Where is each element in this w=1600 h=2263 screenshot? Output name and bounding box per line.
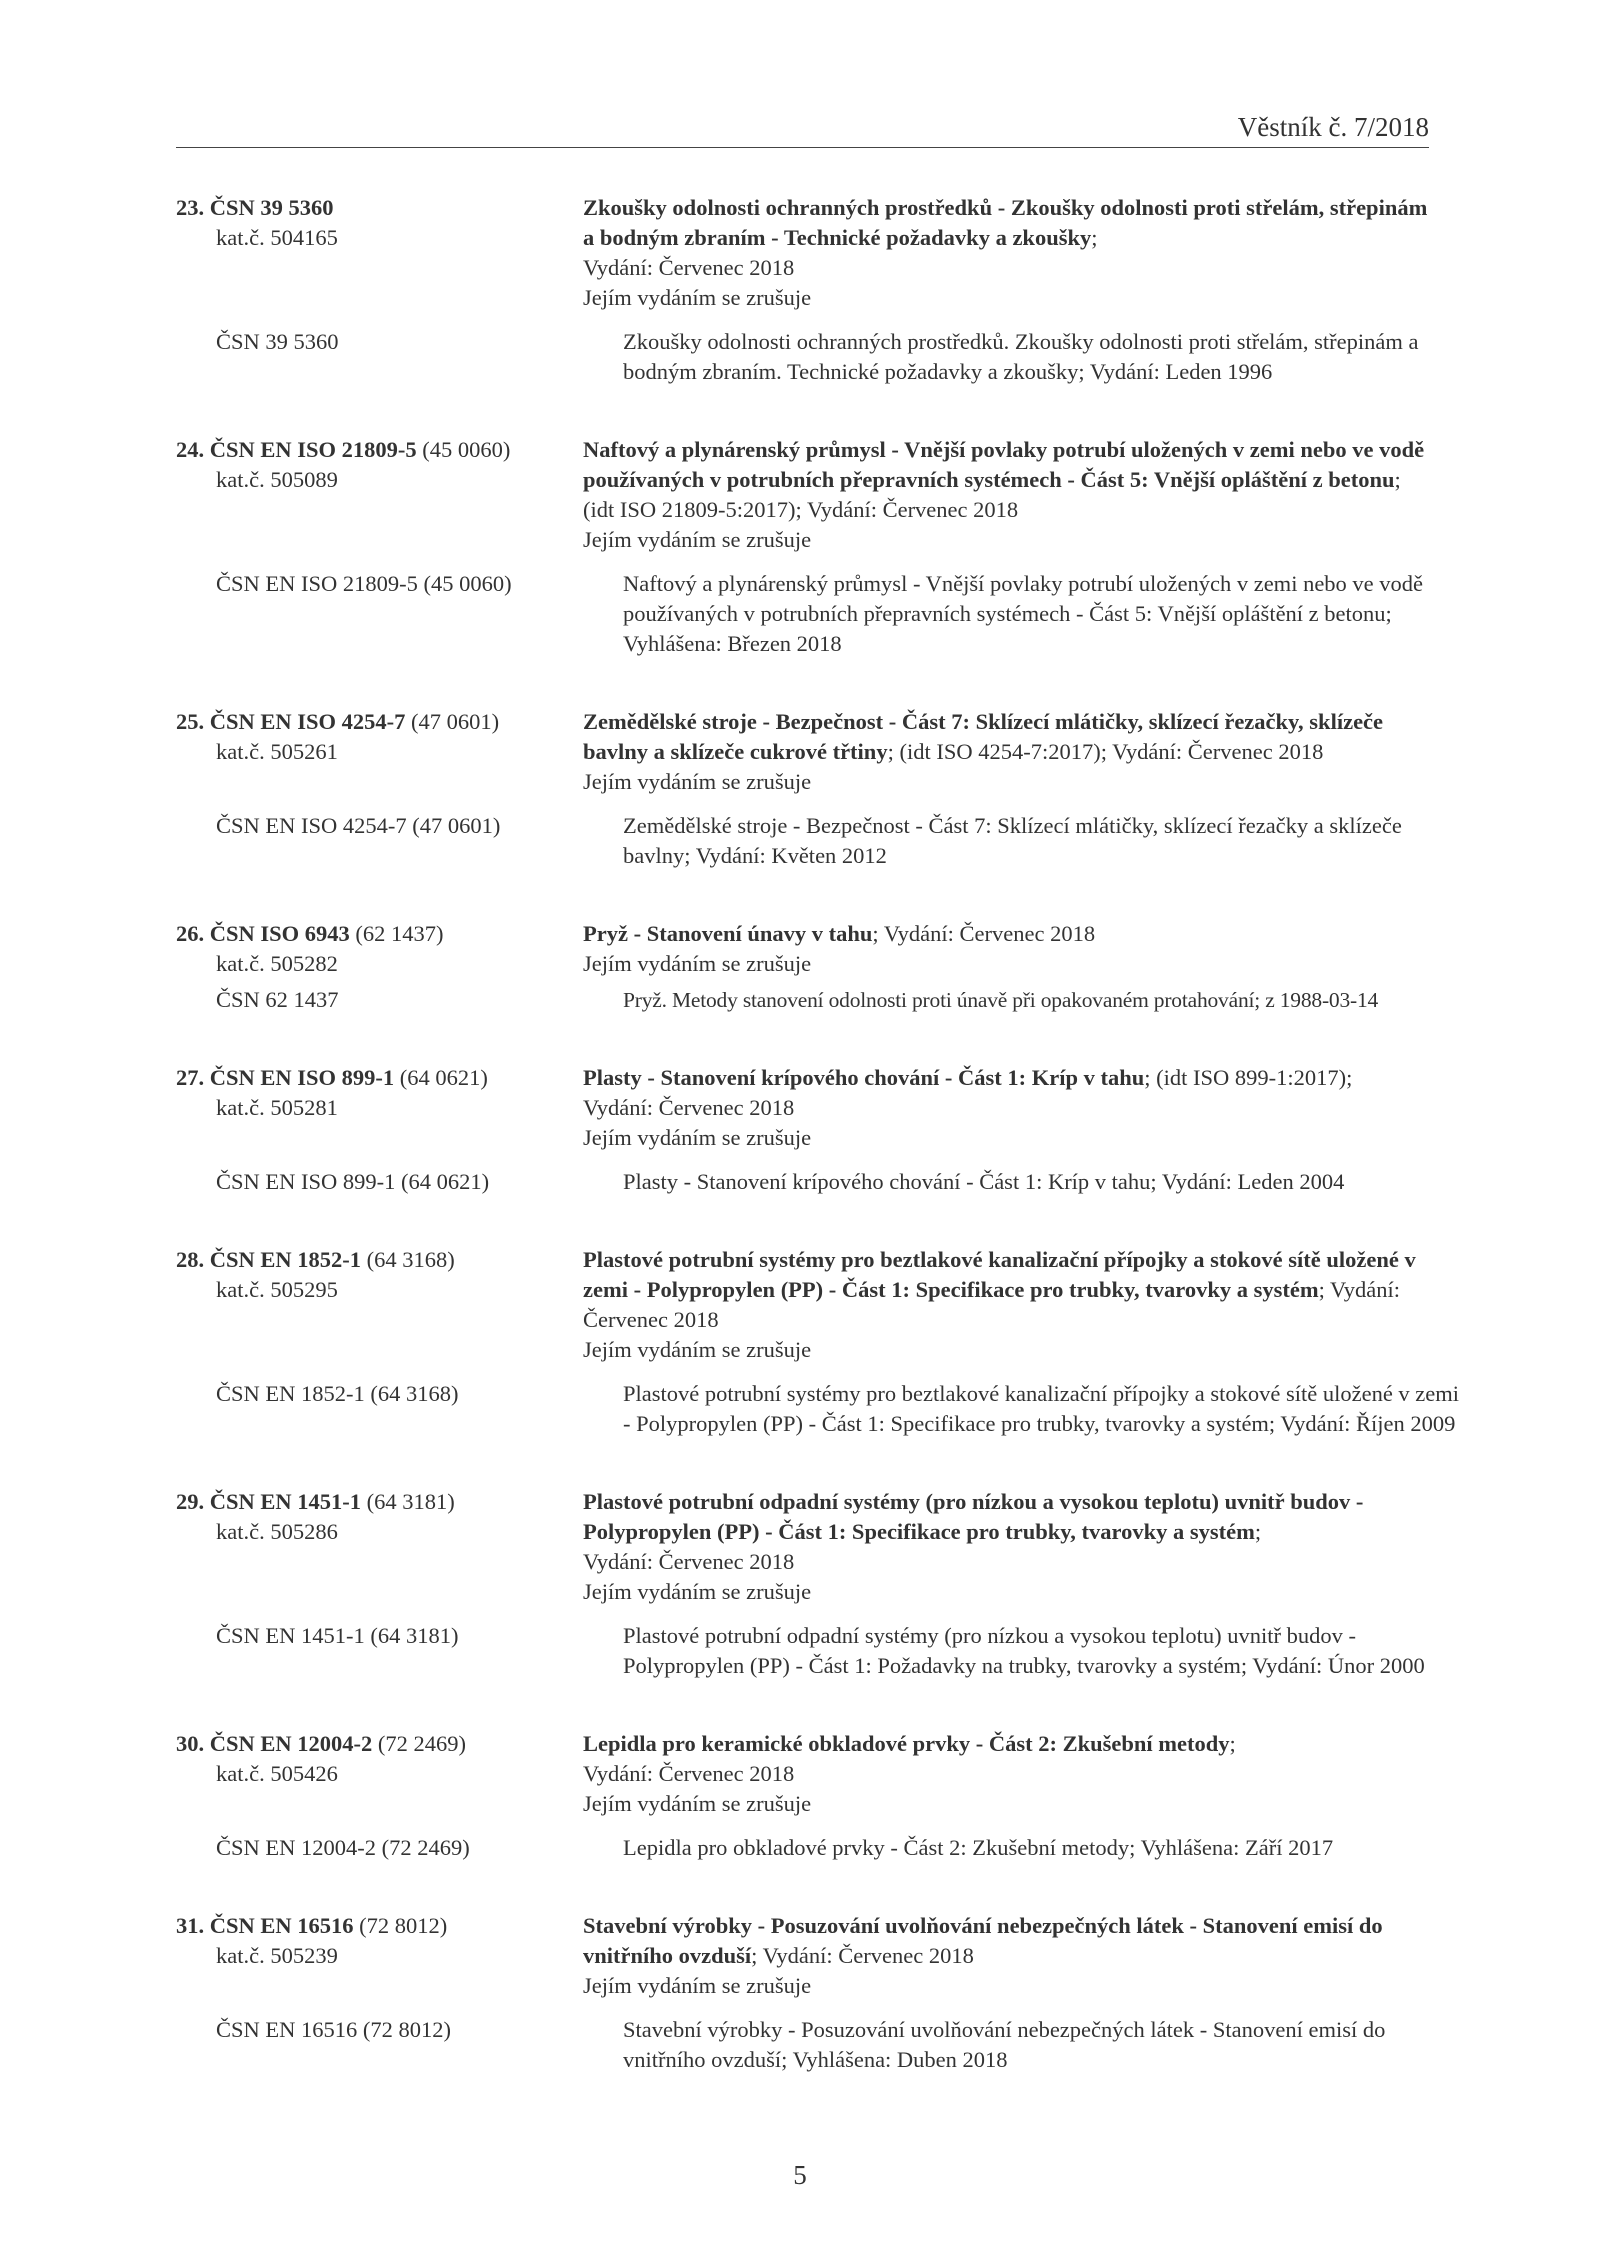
issue-line: Vydání: Červenec 2018 (583, 1095, 795, 1120)
replaces-line: Jejím vydáním se zrušuje (583, 1125, 812, 1150)
standard-title: Plastové potrubní odpadní systémy (pro nízkou a vysokou teplotu) uvnitř budov - Polypropylen (PP) - Část 1: Specifikace pro trubky, tvarovky a systém; (583, 1489, 1364, 1544)
standard-title: Plasty - Stanovení krípového chování - Část 1: Kríp v tahu; (idt ISO 899-1:2017); (583, 1065, 1353, 1090)
replaced-title: Naftový a plynárenský průmysl - Vnější povlaky potrubí uložených v zemi nebo ve vodě používaných v potrubních přepravních systémech - Část 5: Vnější opláštění z betonu; Vyhlášena: Březen 2018 (623, 571, 1424, 656)
standard-code: 29. ČSN EN 1451-1 (64 3181) (176, 1489, 455, 1514)
replaced-title: Zemědělské stroje - Bezpečnost - Část 7: Sklízecí mlátičky, sklízecí řezačky a sklízeče bavlny; Vydání: Květen 2012 (623, 813, 1402, 868)
catalog-number: kat.č. 505261 (216, 739, 338, 764)
standard-title: Pryž - Stanovení únavy v tahu; Vydání: Červenec 2018 (583, 921, 1096, 946)
replaced-code: ČSN EN 1852-1 (64 3168) (216, 1381, 459, 1406)
list-item (176, 1487, 1446, 1681)
header-title: Věstník č. 7/2018 (1237, 112, 1429, 142)
standard-code: 27. ČSN EN ISO 899-1 (64 0621) (176, 1065, 488, 1090)
standard-title: Naftový a plynárenský průmysl - Vnější povlaky potrubí uložených v zemi nebo ve vodě používaných v potrubních přepravních systémech - Část 5: Vnější opláštění z betonu; (idt ISO 21809-5:2017); Vydání: Červenec 2018 (583, 437, 1425, 522)
replaced-title: Plastové potrubní odpadní systémy (pro nízkou a vysokou teplotu) uvnitř budov - Polypropylen (PP) - Část 1: Požadavky na trubky, tvarovky a systém; Vydání: Únor 2000 (623, 1623, 1425, 1678)
standard-code: 25. ČSN EN ISO 4254-7 (47 0601) (176, 709, 500, 734)
page-number: 5 (793, 2160, 807, 2190)
standard-title: Zkoušky odolnosti ochranných prostředků - Zkoušky odolnosti proti střelám, střepinám a bodným zbraním - Technické požadavky a zkoušky; (583, 195, 1428, 250)
replaced-title: Pryž. Metody stanovení odolnosti proti únavě při opakovaném protahování; z 1988-03-14 (623, 988, 1379, 1012)
standard-code: 31. ČSN EN 16516 (72 8012) (176, 1913, 448, 1938)
issue-line: Vydání: Červenec 2018 (583, 255, 795, 280)
list-item (176, 193, 1446, 387)
standard-code: 28. ČSN EN 1852-1 (64 3168) (176, 1247, 455, 1272)
replaced-title: Lepidla pro obkladové prvky - Část 2: Zkušební metody; Vyhlášena: Září 2017 (623, 1835, 1334, 1860)
replaced-title: Stavební výrobky - Posuzování uvolňování nebezpečných látek - Stanovení emisí do vnitřního ovzduší; Vyhlášena: Duben 2018 (623, 2017, 1386, 2072)
catalog-number: kat.č. 505286 (216, 1519, 338, 1544)
replaced-code: ČSN EN ISO 899-1 (64 0621) (216, 1169, 490, 1194)
issue-line: Vydání: Červenec 2018 (583, 1549, 795, 1574)
standards-list (176, 193, 1460, 2075)
replaces-line: Jejím vydáním se zrušuje (583, 1579, 812, 1604)
list-item (176, 435, 1446, 659)
replaces-line: Jejím vydáním se zrušuje (583, 769, 812, 794)
list-item (176, 1245, 1460, 1439)
standard-title: Zemědělské stroje - Bezpečnost - Část 7: Sklízecí mlátičky, sklízecí řezačky, sklízeče bavlny a sklízeče cukrové třtiny; (idt ISO 4254-7:2017); Vydání: Červenec 2018 (583, 709, 1384, 764)
replaces-line: Jejím vydáním se zrušuje (583, 1973, 812, 1998)
standard-title: Stavební výrobky - Posuzování uvolňování nebezpečných látek - Stanovení emisí do vnitřního ovzduší; Vydání: Červenec 2018 (583, 1913, 1383, 1968)
standard-title: Plastové potrubní systémy pro beztlakové kanalizační přípojky a stokové sítě uložené v zemi - Polypropylen (PP) - Část 1: Specifikace pro trubky, tvarovky a systém; Vydání: Červenec 2018 (583, 1247, 1416, 1332)
list-item (176, 1729, 1446, 1863)
replaced-title: Zkoušky odolnosti ochranných prostředků. Zkoušky odolnosti proti střelám, střepinám a bodným zbraním. Technické požadavky a zkoušky; Vydání: Leden 1996 (623, 329, 1419, 384)
replaced-code: ČSN EN ISO 21809-5 (45 0060) (216, 571, 512, 596)
standard-code: 30. ČSN EN 12004-2 (72 2469) (176, 1731, 467, 1756)
list-item (176, 1063, 1446, 1197)
replaces-line: Jejím vydáním se zrušuje (583, 951, 812, 976)
issue-line: Vydání: Červenec 2018 (583, 1761, 795, 1786)
replaces-line: Jejím vydáním se zrušuje (583, 1337, 812, 1362)
replaced-code: ČSN EN ISO 4254-7 (47 0601) (216, 813, 501, 838)
catalog-number: kat.č. 505281 (216, 1095, 338, 1120)
catalog-number: kat.č. 505239 (216, 1943, 338, 1968)
replaces-line: Jejím vydáním se zrušuje (583, 527, 812, 552)
replaces-line: Jejím vydáním se zrušuje (583, 285, 812, 310)
catalog-number: kat.č. 505426 (216, 1761, 338, 1786)
list-item (176, 1911, 1446, 2075)
replaces-line: Jejím vydáním se zrušuje (583, 1791, 812, 1816)
catalog-number: kat.č. 505282 (216, 951, 338, 976)
replaced-code: ČSN EN 16516 (72 8012) (216, 2017, 451, 2042)
standard-code: 23. ČSN 39 5360 (176, 195, 334, 220)
standard-code: 24. ČSN EN ISO 21809-5 (45 0060) (176, 437, 511, 462)
replaced-code: ČSN EN 1451-1 (64 3181) (216, 1623, 459, 1648)
replaced-title: Plasty - Stanovení krípového chování - Část 1: Kríp v tahu; Vydání: Leden 2004 (623, 1169, 1345, 1194)
list-item (176, 919, 1446, 1015)
replaced-code: ČSN 62 1437 (216, 987, 339, 1012)
replaced-code: ČSN 39 5360 (216, 329, 339, 354)
page-header (176, 112, 1429, 148)
replaced-code: ČSN EN 12004-2 (72 2469) (216, 1835, 470, 1860)
list-item (176, 707, 1446, 871)
catalog-number: kat.č. 505295 (216, 1277, 338, 1302)
standard-code: 26. ČSN ISO 6943 (62 1437) (176, 921, 444, 946)
replaced-title: Plastové potrubní systémy pro beztlakové kanalizační přípojky a stokové sítě uložené v zemi - Polypropylen (PP) - Část 1: Specifikace pro trubky, tvarovky a systém; Vydání: Říjen 2009 (623, 1381, 1460, 1436)
catalog-number: kat.č. 505089 (216, 467, 338, 492)
catalog-number: kat.č. 504165 (216, 225, 338, 250)
standard-title: Lepidla pro keramické obkladové prvky - Část 2: Zkušební metody; (583, 1731, 1236, 1756)
